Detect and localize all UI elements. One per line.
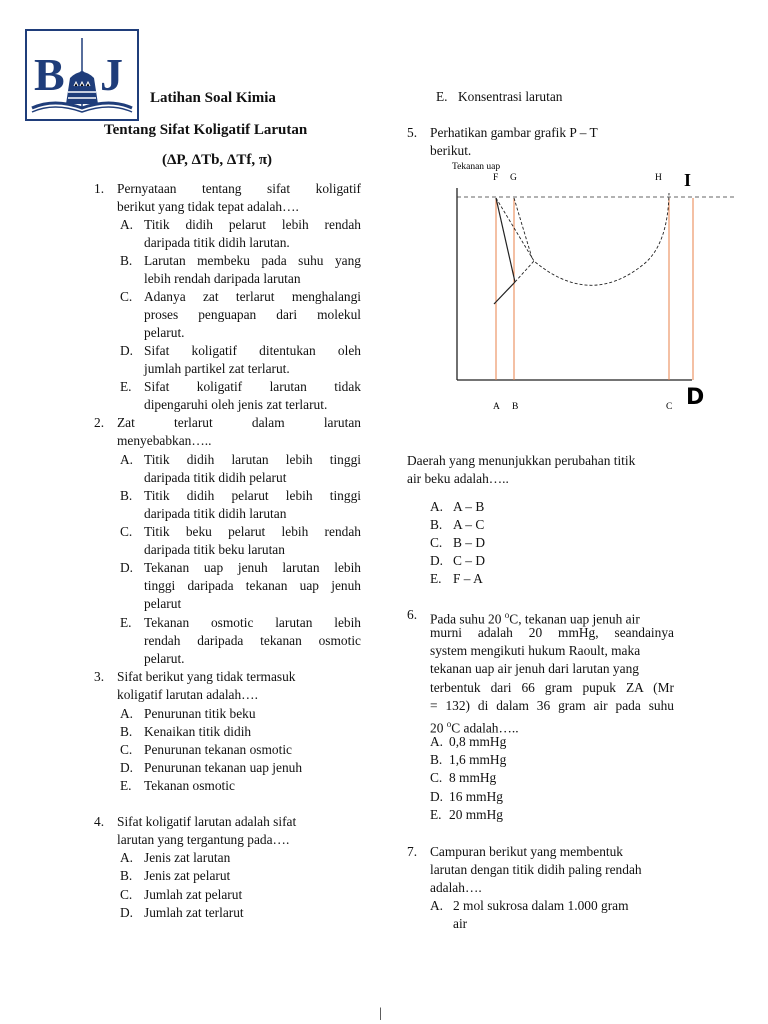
- option-text: tinggi daripada tekanan uap jenuh: [144, 578, 361, 593]
- label-c: C: [666, 402, 673, 412]
- question-stem: koligatif larutan adalah….: [117, 687, 258, 702]
- option-key: A.: [430, 898, 444, 913]
- option-text: pelarut: [144, 596, 182, 611]
- option-key: C.: [120, 524, 133, 539]
- question-stem: system mengikuti hukum Raoult, maka: [430, 643, 641, 658]
- question-stem: adalah….: [430, 880, 482, 895]
- question-stem: menyebabkan…..: [117, 433, 212, 448]
- pt-diagram: [430, 158, 750, 418]
- page-subtitle: Tentang Sifat Koligatif Larutan: [104, 122, 308, 138]
- option-key: A.: [430, 734, 444, 749]
- option-key: D.: [430, 553, 444, 568]
- option-text: 20 mmHg: [449, 807, 503, 822]
- question-stem: Pada suhu 20 $^o$C, tekanan uap jenuh air: [430, 610, 640, 627]
- dashed-curve-left: [496, 198, 534, 261]
- option-text: Jumlah zat pelarut: [144, 887, 243, 902]
- option-key: D.: [120, 760, 134, 775]
- option-key: A.: [120, 452, 134, 467]
- option-key: C.: [430, 770, 443, 785]
- label-f: F: [493, 173, 499, 183]
- option-text: pelarut.: [144, 325, 185, 340]
- label-h: H: [655, 173, 662, 183]
- question-stem: Campuran berikut yang membentuk: [430, 844, 624, 859]
- question-number: 2.: [94, 415, 105, 430]
- label-a: A: [493, 402, 500, 412]
- question-stem: = 132) di dalam 36 gram air pada suhu: [430, 698, 674, 713]
- label-b: B: [512, 402, 519, 412]
- question-stem: 20 $^o$C adalah…..: [430, 719, 519, 736]
- option-text: Jenis zat larutan: [144, 850, 231, 865]
- solid-curve: [496, 198, 515, 282]
- option-text: Sifat koligatif ditentukan oleh: [144, 343, 361, 358]
- option-text: air: [453, 916, 468, 931]
- question-stem: Zat terlarut dalam larutan: [117, 415, 361, 430]
- option-key: E.: [120, 379, 132, 394]
- question-stem: Sifat berikut yang tidak termasuk: [117, 669, 296, 684]
- option-key: A.: [120, 706, 134, 721]
- option-key: C.: [120, 887, 133, 902]
- question-number: 4.: [94, 814, 105, 829]
- option-key: D.: [120, 560, 134, 575]
- dashed-curve-main: [515, 193, 669, 285]
- page-symbols: (ΔP, ΔTb, ΔTf, π): [162, 152, 273, 168]
- option-key: E.: [120, 778, 132, 793]
- option-key: E.: [430, 571, 442, 586]
- option-text: daripada titik didih larutan: [144, 506, 287, 521]
- option-key: B.: [120, 253, 133, 268]
- option-text: daripada titik beku larutan: [144, 542, 285, 557]
- question-stem: larutan yang tergantung pada….: [117, 832, 290, 847]
- option-text: Penurunan tekanan uap jenuh: [144, 760, 303, 775]
- dashed-curve-g: [514, 198, 532, 258]
- option-text: Sifat koligatif larutan tidak: [144, 379, 361, 394]
- option-text: Titik didih pelarut lebih rendah: [144, 217, 361, 232]
- question-stem: berikut.: [430, 143, 472, 158]
- option-text: Tekanan osmotic larutan lebih: [144, 615, 361, 630]
- option-text: Tekanan osmotic: [144, 778, 235, 793]
- question-stem: berikut yang tidak tepat adalah….: [117, 199, 299, 214]
- logo-letter-j: J: [100, 49, 123, 100]
- option-text: Titik didih pelarut lebih tinggi: [144, 488, 361, 503]
- chart-ylabel: Tekanan uap: [452, 162, 501, 172]
- option-text: proses penguapan dari molekul: [144, 307, 361, 322]
- option-text: daripada titik didih pelarut: [144, 470, 287, 485]
- option-key: B.: [430, 517, 443, 532]
- option-key: C.: [120, 289, 133, 304]
- option-text: B – D: [453, 535, 485, 550]
- option-key: D.: [120, 343, 134, 358]
- logo-letter-b: B: [34, 49, 65, 100]
- option-text: Kenaikan titik didih: [144, 724, 252, 739]
- option-text: 0,8 mmHg: [449, 734, 507, 749]
- option-key: B.: [120, 724, 133, 739]
- question-stem: Perhatikan gambar grafik P – T: [430, 125, 598, 140]
- option-key: E.: [430, 807, 442, 822]
- option-text: F – A: [453, 571, 483, 586]
- option-text: pelarut.: [144, 651, 185, 666]
- question-stem: murni adalah 20 mmHg, seandainya: [430, 625, 674, 640]
- label-i: I: [684, 170, 692, 190]
- option-key: A.: [120, 217, 134, 232]
- question-number: 6.: [407, 607, 418, 622]
- option-text: jumlah partikel zat terlarut.: [144, 361, 290, 376]
- option-text: rendah daripada tekanan osmotic: [144, 633, 361, 648]
- option-text: Konsentrasi larutan: [458, 89, 563, 104]
- option-key: D.: [120, 905, 134, 920]
- question-number: 7.: [407, 844, 418, 859]
- option-text: C – D: [453, 553, 485, 568]
- page-footer-mark: |: [379, 1006, 382, 1021]
- option-text: Titik didih larutan lebih tinggi: [144, 452, 361, 467]
- option-text: Adanya zat terlarut menghalangi: [144, 289, 361, 304]
- option-key: B.: [120, 868, 133, 883]
- label-d: D: [686, 385, 705, 410]
- question-number: 1.: [94, 181, 105, 196]
- question-stem: Sifat koligatif larutan adalah sifat: [117, 814, 297, 829]
- option-text: Penurunan titik beku: [144, 706, 256, 721]
- option-key: B.: [120, 488, 133, 503]
- question-number: 5.: [407, 125, 418, 140]
- solid-curve-lower: [494, 282, 515, 304]
- option-text: Jenis zat pelarut: [144, 868, 231, 883]
- option-text: A – C: [453, 517, 485, 532]
- option-text: daripada titik didih larutan.: [144, 235, 290, 250]
- option-text: Tekanan uap jenuh larutan lebih: [144, 560, 361, 575]
- question-stem: larutan dengan titik didih paling rendah: [430, 862, 642, 877]
- logo: [24, 28, 140, 122]
- option-text: Titik beku pelarut lebih rendah: [144, 524, 361, 539]
- option-text: 8 mmHg: [449, 770, 497, 785]
- question-text: Daerah yang menunjukkan perubahan titik: [407, 453, 636, 468]
- option-key: A.: [430, 499, 444, 514]
- option-text: 2 mol sukrosa dalam 1.000 gram: [453, 898, 629, 913]
- question-stem: tekanan uap air jenuh dari larutan yang: [430, 661, 639, 676]
- label-g: G: [510, 173, 517, 183]
- option-key: C.: [120, 742, 133, 757]
- option-key: E.: [120, 615, 132, 630]
- page-title: Latihan Soal Kimia: [150, 90, 276, 106]
- option-key: A.: [120, 850, 134, 865]
- question-stem: Pernyataan tentang sifat koligatif: [117, 181, 361, 196]
- option-text: 1,6 mmHg: [449, 752, 507, 767]
- option-text: 16 mmHg: [449, 789, 503, 804]
- option-text: A – B: [453, 499, 485, 514]
- option-key: C.: [430, 535, 443, 550]
- option-key: E.: [436, 89, 448, 104]
- question-stem: terbentuk dari 66 gram pupuk ZA (Mr: [430, 680, 674, 695]
- option-text: Larutan membeku pada suhu yang: [144, 253, 361, 268]
- option-text: Penurunan tekanan osmotic: [144, 742, 293, 757]
- question-text: air beku adalah…..: [407, 471, 509, 486]
- option-text: dipengaruhi oleh jenis zat terlarut.: [144, 397, 328, 412]
- option-key: D.: [430, 789, 444, 804]
- option-text: lebih rendah daripada larutan: [144, 271, 301, 286]
- option-key: B.: [430, 752, 443, 767]
- option-text: Jumlah zat terlarut: [144, 905, 244, 920]
- question-number: 3.: [94, 669, 105, 684]
